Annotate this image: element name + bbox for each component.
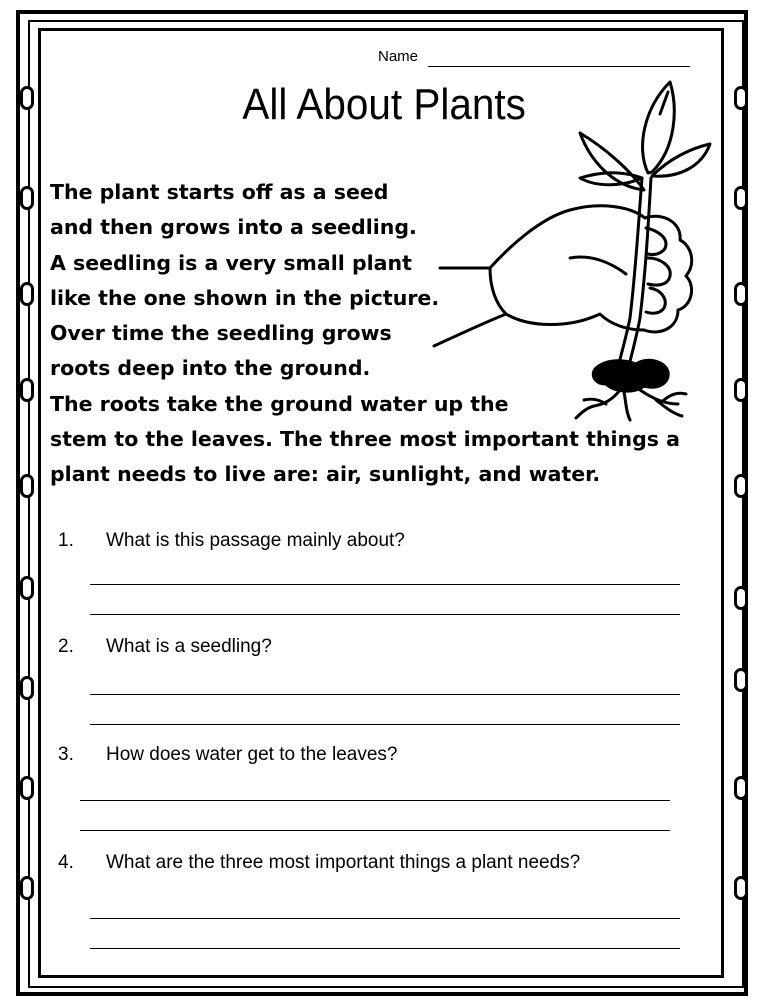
question-text: What is this passage mainly about? (106, 530, 405, 551)
question-text: What are the three most important things a plant needs? (106, 852, 581, 873)
passage-line: roots deep into the ground. (50, 356, 371, 381)
answer-line[interactable] (90, 584, 680, 585)
answer-line[interactable] (90, 948, 680, 949)
passage-line: Over time the seedling grows (50, 321, 392, 346)
reading-passage (50, 175, 730, 493)
passage-line: like the one shown in the picture. (50, 285, 440, 310)
question-text: What is a seedling? (106, 636, 272, 657)
binder-ring-icon (734, 776, 748, 800)
binder-ring-icon (20, 186, 34, 210)
binder-ring-icon (20, 474, 34, 498)
page-title: All About Plants (242, 80, 526, 129)
binder-ring-icon (734, 668, 748, 692)
binder-ring-icon (734, 186, 748, 210)
binder-ring-icon (734, 378, 748, 402)
binder-ring-icon (20, 282, 34, 306)
passage-line: The plant starts off as a seed (50, 180, 389, 204)
question-2 (0, 636, 768, 666)
question-1 (0, 530, 768, 560)
binder-ring-icon (734, 474, 748, 498)
binder-ring-icon (20, 676, 34, 700)
question-number: 4. (58, 852, 74, 873)
binder-ring-icon (734, 282, 748, 306)
answer-line[interactable] (80, 830, 670, 831)
name-label: Name (378, 48, 419, 65)
passage-line: stem to the leaves. The three most important things a (50, 427, 680, 452)
question-number: 2. (58, 636, 74, 657)
passage-line: The roots take the ground water up the (50, 391, 509, 416)
answer-line[interactable] (90, 918, 680, 919)
question-number: 3. (58, 744, 74, 765)
question-number: 1. (58, 530, 74, 551)
question-4 (0, 852, 768, 882)
passage-line: and then grows into a seedling. (50, 215, 417, 240)
passage-line: A seedling is a very small plant (50, 250, 412, 275)
binder-ring-icon (734, 586, 748, 610)
binder-ring-icon (20, 378, 34, 402)
answer-line[interactable] (90, 724, 680, 725)
question-text: How does water get to the leaves? (106, 744, 398, 765)
binder-ring-icon (20, 576, 34, 600)
answer-line[interactable] (80, 800, 670, 801)
answer-line[interactable] (90, 614, 680, 615)
question-3 (0, 744, 768, 774)
passage-line: plant needs to live are: air, sunlight, and water. (50, 462, 601, 487)
name-field[interactable] (428, 66, 690, 67)
binder-ring-icon (20, 776, 34, 800)
answer-line[interactable] (90, 694, 680, 695)
